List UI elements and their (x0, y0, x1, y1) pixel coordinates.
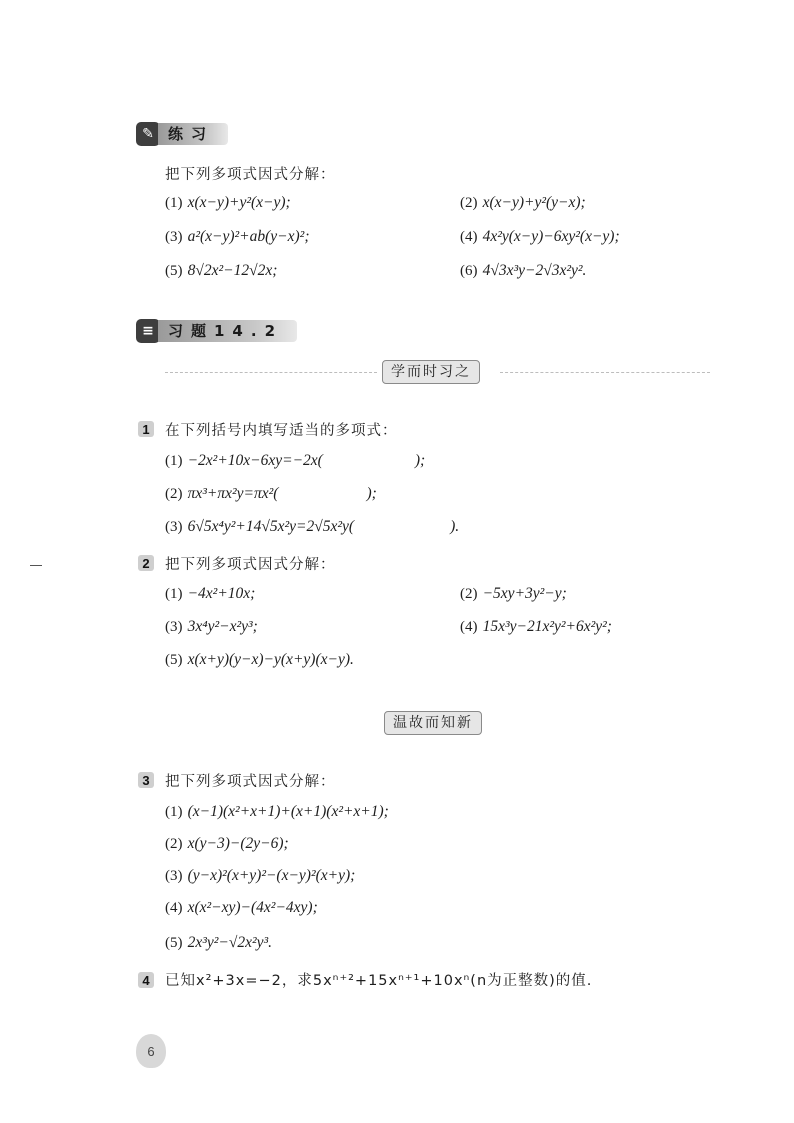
question-4-text: 已知x²+3x=−2，求5xⁿ⁺²+15xⁿ⁺¹+10xⁿ(n为正整数)的值. (165, 973, 593, 989)
practice-item-4: (4) 4x²y(x−y)−6xy²(x−y); (460, 228, 620, 245)
exercises-title: 习题14.2 (158, 320, 297, 342)
q2-item-4: (4) 15x³y−21x²y²+6x²y²; (460, 618, 612, 635)
practice-item-6: (6) 4√3x³y−2√3x²y². (460, 262, 587, 279)
question-2-text: 把下列多项式因式分解： (165, 557, 336, 573)
pencil-icon: ✎ (136, 122, 160, 146)
q1-item-2: (2) πx³+πx²y=πx²( ); (165, 485, 377, 502)
q1-item-3: (3) 6√5x⁴y²+14√5x²y=2√5x²y( ). (165, 518, 460, 535)
practice-item-1: (1) x(x−y)+y²(x−y); (165, 194, 291, 211)
question-1-number: 1 (138, 421, 154, 437)
exercises-header (136, 318, 297, 344)
practice-item-2: (2) x(x−y)+y²(y−x); (460, 194, 586, 211)
practice-instruction: 把下列多项式因式分解： (165, 167, 336, 183)
banner-review-new: 温故而知新 (384, 711, 482, 735)
q2-item-5: (5) x(x+y)(y−x)−y(x+y)(x−y). (165, 651, 354, 668)
margin-mark (30, 565, 42, 566)
question-4-number: 4 (138, 972, 154, 988)
q2-item-2: (2) −5xy+3y²−y; (460, 585, 567, 602)
question-2-number: 2 (138, 555, 154, 571)
q3-item-4: (4) x(x²−xy)−(4x²−4xy); (165, 899, 318, 916)
q2-item-3: (3) 3x⁴y²−x²y³; (165, 618, 258, 635)
question-3-text: 把下列多项式因式分解： (165, 774, 336, 790)
question-1-text: 在下列括号内填写适当的多项式： (165, 423, 398, 439)
page-number: 6 (136, 1034, 166, 1068)
q3-item-5: (5) 2x³y²−√2x²y³. (165, 934, 273, 951)
question-3-number: 3 (138, 772, 154, 788)
q3-item-3: (3) (y−x)²(x+y)²−(x−y)²(x+y); (165, 867, 356, 884)
practice-item-3: (3) a²(x−y)²+ab(y−x)²; (165, 228, 310, 245)
q2-item-1: (1) −4x²+10x; (165, 585, 256, 602)
divider-left (165, 372, 377, 373)
q3-item-1: (1) (x−1)(x²+x+1)+(x+1)(x²+x+1); (165, 803, 389, 820)
divider-right (500, 372, 710, 373)
exercise-icon: ≡ (136, 319, 160, 343)
practice-item-5: (5) 8√2x²−12√2x; (165, 262, 278, 279)
q1-item-1: (1) −2x²+10x−6xy=−2x( ); (165, 452, 426, 469)
q3-item-2: (2) x(y−3)−(2y−6); (165, 835, 289, 852)
banner-review: 学而时习之 (382, 360, 480, 384)
practice-header (136, 121, 228, 147)
practice-title: 练习 (158, 123, 228, 145)
